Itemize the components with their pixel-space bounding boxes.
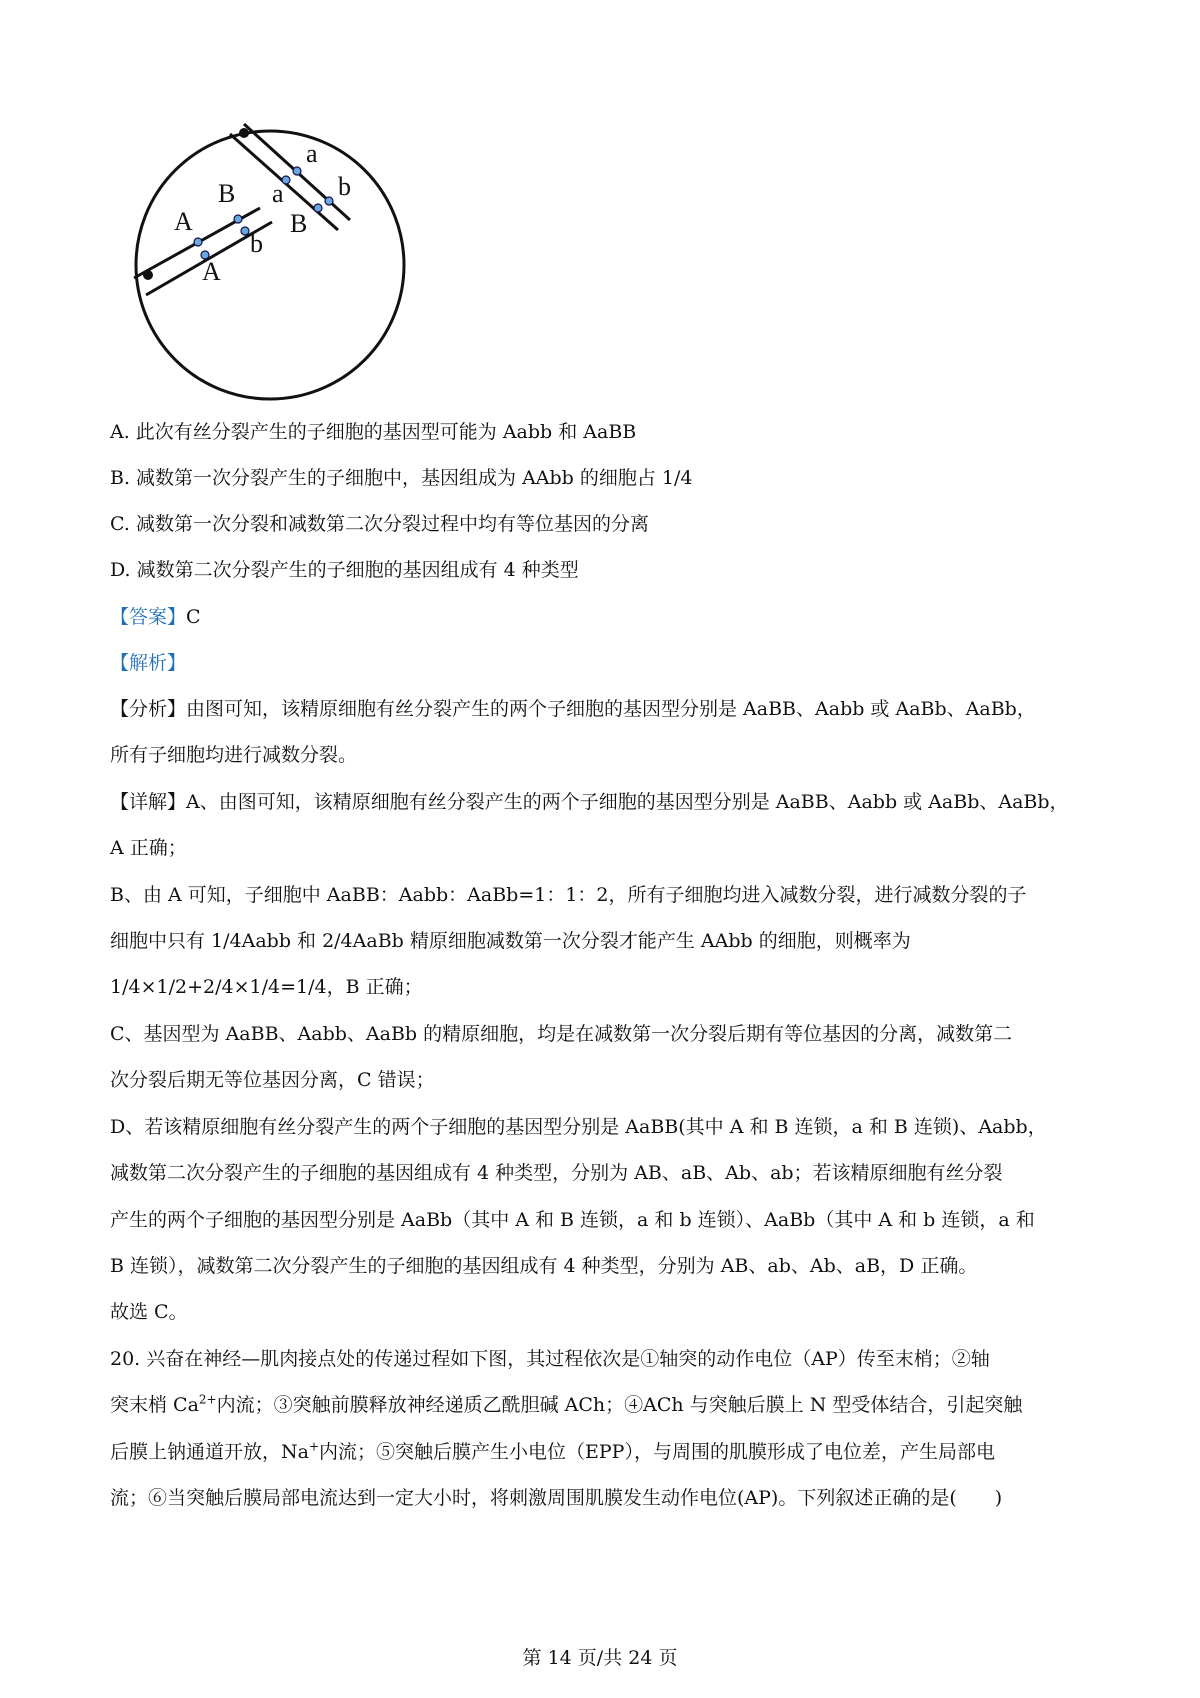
- analysis-line: 1/4×1/2+2/4×1/4=1/4，B 正确；: [110, 976, 423, 998]
- gene-label: A: [174, 207, 193, 236]
- gene-locus: [293, 167, 301, 175]
- question-20-line: 20. 兴奋在神经—肌肉接点处的传递过程如下图，其过程依次是①轴突的动作电位（AP）传至末梢；②轴: [110, 1348, 990, 1370]
- page-footer: 第 14 页/共 24 页: [522, 1647, 678, 1669]
- gene-label: B: [218, 179, 236, 208]
- analysis-line: 【分析】由图可知，该精原细胞有丝分裂产生的两个子细胞的基因型分别是 AaBB、Aabb 或 AaBb、AaBb，: [110, 698, 1036, 720]
- analysis-line: 细胞中只有 1/4Aabb 和 2/4AaBb 精原细胞减数第一次分裂才能产生 AAbb 的细胞，则概率为: [110, 930, 911, 952]
- question-20-line: 流；⑥当突触后膜局部电流达到一定大小时，将刺激周围肌膜发生动作电位(AP)。下列叙述正确的是( ): [110, 1487, 1003, 1509]
- analysis-line: D、若该精原细胞有丝分裂产生的两个子细胞的基因型分别是 AaBB(其中 A 和 B 连锁，a 和 B 连锁)、Aabb，: [110, 1116, 1047, 1138]
- gene-locus: [234, 215, 242, 223]
- analysis-heading: 【解析】: [110, 652, 187, 674]
- gene-locus: [325, 197, 333, 205]
- gene-locus: [314, 204, 322, 212]
- gene-label: b: [250, 229, 263, 258]
- analysis-line: 次分裂后期无等位基因分离，C 错误；: [110, 1069, 435, 1091]
- analysis-conclusion: 故选 C。: [110, 1301, 188, 1323]
- gene-label: B: [290, 209, 308, 238]
- answer-line: [110, 605, 1110, 629]
- answer-label: 【答案】: [110, 606, 187, 628]
- gene-locus: [241, 227, 249, 235]
- analysis-line: C、基因型为 AaBB、Aabb、AaBb 的精原细胞，均是在减数第一次分裂后期有等位基因的分离，减数第二: [110, 1023, 1013, 1045]
- answer-value: C: [186, 606, 201, 628]
- centromere-2: [239, 128, 249, 138]
- question-20-line: 后膜上钠通道开放，Na+内流；⑤突触后膜产生小电位（EPP），与周围的肌膜形成了电位差，产生局部电: [110, 1439, 995, 1463]
- gene-label: a: [306, 139, 318, 168]
- gene-locus: [194, 238, 202, 246]
- centromere-1: [143, 270, 153, 280]
- analysis-line: A 正确；: [110, 837, 187, 859]
- analysis-line: 所有子细胞均进行减数分裂。: [110, 744, 358, 766]
- analysis-line: 【详解】A、由图可知，该精原细胞有丝分裂产生的两个子细胞的基因型分别是 AaBB、Aabb 或 AaBb、AaBb，: [110, 791, 1069, 813]
- gene-label: A: [202, 257, 221, 286]
- option-b: B. 减数第一次分裂产生的子细胞中，基因组成为 AAbb 的细胞占 1/4: [110, 467, 693, 489]
- analysis-line: 产生的两个子细胞的基因型分别是 AaBb（其中 A 和 B 连锁，a 和 b 连锁）、AaBb（其中 A 和 b 连锁，a 和: [110, 1209, 1035, 1231]
- option-c: C. 减数第一次分裂和减数第二次分裂过程中均有等位基因的分离: [110, 513, 649, 535]
- superscript: 2+: [198, 1392, 217, 1407]
- analysis-line: B 连锁），减数第二次分裂产生的子细胞的基因组成有 4 种类型，分别为 AB、ab、Ab、aB，D 正确。: [110, 1255, 978, 1277]
- option-a: A. 此次有丝分裂产生的子细胞的基因型可能为 Aabb 和 AaBB: [110, 421, 637, 443]
- gene-label: b: [338, 172, 351, 201]
- superscript: +: [308, 1439, 320, 1454]
- chromosome-diagram: [110, 120, 430, 410]
- analysis-line: B、由 A 可知，子细胞中 AaBB：Aabb：AaBb=1：1：2，所有子细胞均进入减数分裂，进行减数分裂的子: [110, 884, 1027, 906]
- question-20-line: 突末梢 $Ca^{2+}$内流；③突触前膜释放神经递质乙酰胆碱 ACh；④ACh 与突触后膜上 N 型受体结合，引起突触: [110, 1392, 1023, 1416]
- analysis-line: 减数第二次分裂产生的子细胞的基因组成有 4 种类型，分别为 AB、aB、Ab、ab；若该精原细胞有丝分裂: [110, 1162, 1003, 1184]
- gene-label: a: [272, 179, 284, 208]
- option-d: D. 减数第二次分裂产生的子细胞的基因组成有 4 种类型: [110, 559, 579, 581]
